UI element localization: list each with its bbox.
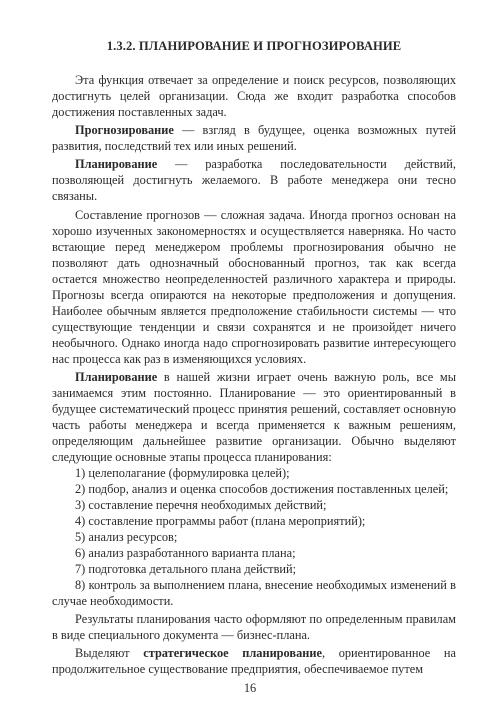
paragraph-forecasting-definition	[52, 122, 456, 154]
planning-definition-text: — разработка последовательности действий, позволяющей достигнуть желаемого. В работе менеджера они тесно связаны.	[52, 157, 456, 203]
term-planning: Планирование	[75, 157, 158, 171]
list-item: 5) анализ ресурсов;	[75, 530, 178, 544]
term-forecasting: Прогнозирование	[75, 123, 174, 137]
list-item: 6) анализ разработанного варианта плана;	[75, 546, 296, 560]
list-item: 4) составление программы работ (плана мероприятий);	[75, 514, 366, 528]
list-item: 1) целеполагание (формулировка целей);	[75, 466, 290, 480]
list-item: 7) подготовка детального плана действий;	[75, 562, 297, 576]
planning-stages-list	[52, 465, 456, 609]
list-item: 2) подбор, анализ и оценка способов достижения поставленных целей;	[75, 482, 449, 496]
strategic-planning-text: , ориентированное на продолжительное существование предприятия, обеспечиваемое путем	[52, 646, 456, 676]
term-strategic-planning: стратегическое планирование	[143, 646, 322, 660]
paragraph-strategic-planning	[52, 645, 456, 677]
paragraph-forecast-complexity: Составление прогнозов — сложная задача. Иногда прогноз основан на хорошо изученных закономерностях и осуществляется наверняка. Но часто встающие перед менеджером проблемы прогнозирования обычно не позволяют дать однозначный обоснованный прогноз, так как всегда остается множество неопределенностей различного характера и природы. Прогнозы всегда опираются на некоторые предположения и допущения. Наиболее обычным является предположение стабильности системы — что существующие тенденции и связи сохранятся и не произойдет ничего необычного. Однако иногда надо спрогнозировать развитие интересующего нас процесса как раз в изменяющихся условиях.	[52, 208, 456, 366]
strategic-planning-lead: Выделяют	[75, 646, 144, 660]
planning-role-text: в нашей жизни играет очень важную роль, все мы занимаемся этим постоянно. Планирование — это ориентированный в будущее систематический процесс принятия решений, составляет основную часть работы менеджера и всегда применяется к важным решениям, определяющим дальнейшее развитие организации. Обычно выделяют следующие основные этапы процесса планирования:	[52, 370, 456, 464]
page-number: 16	[243, 681, 257, 695]
term-planning-role: Планирование	[75, 370, 158, 384]
paragraph-business-plan: Результаты планирования часто оформляют по определенным правилам в виде специального документа — бизнес-плана.	[52, 612, 456, 642]
paragraph-planning-definition	[52, 156, 456, 204]
list-item: 3) составление перечня необходимых действий;	[75, 498, 327, 512]
paragraph-intro: Эта функция отвечает за определение и поиск ресурсов, позволяющих достигнуть целей организации. Сюда же входит разработка способов достижения поставленных задач.	[52, 73, 456, 119]
forecasting-definition-text: — взгляд в будущее, оценка возможных путей развития, последствий тех или иных решений.	[52, 123, 456, 153]
document-page	[52, 30, 456, 677]
section-heading: 1.3.2. ПЛАНИРОВАНИЕ И ПРОГНОЗИРОВАНИЕ	[106, 39, 402, 53]
list-item: 8) контроль за выполнением плана, внесение необходимых изменений в случае необходимости.	[52, 578, 456, 608]
paragraph-planning-role	[52, 369, 456, 465]
